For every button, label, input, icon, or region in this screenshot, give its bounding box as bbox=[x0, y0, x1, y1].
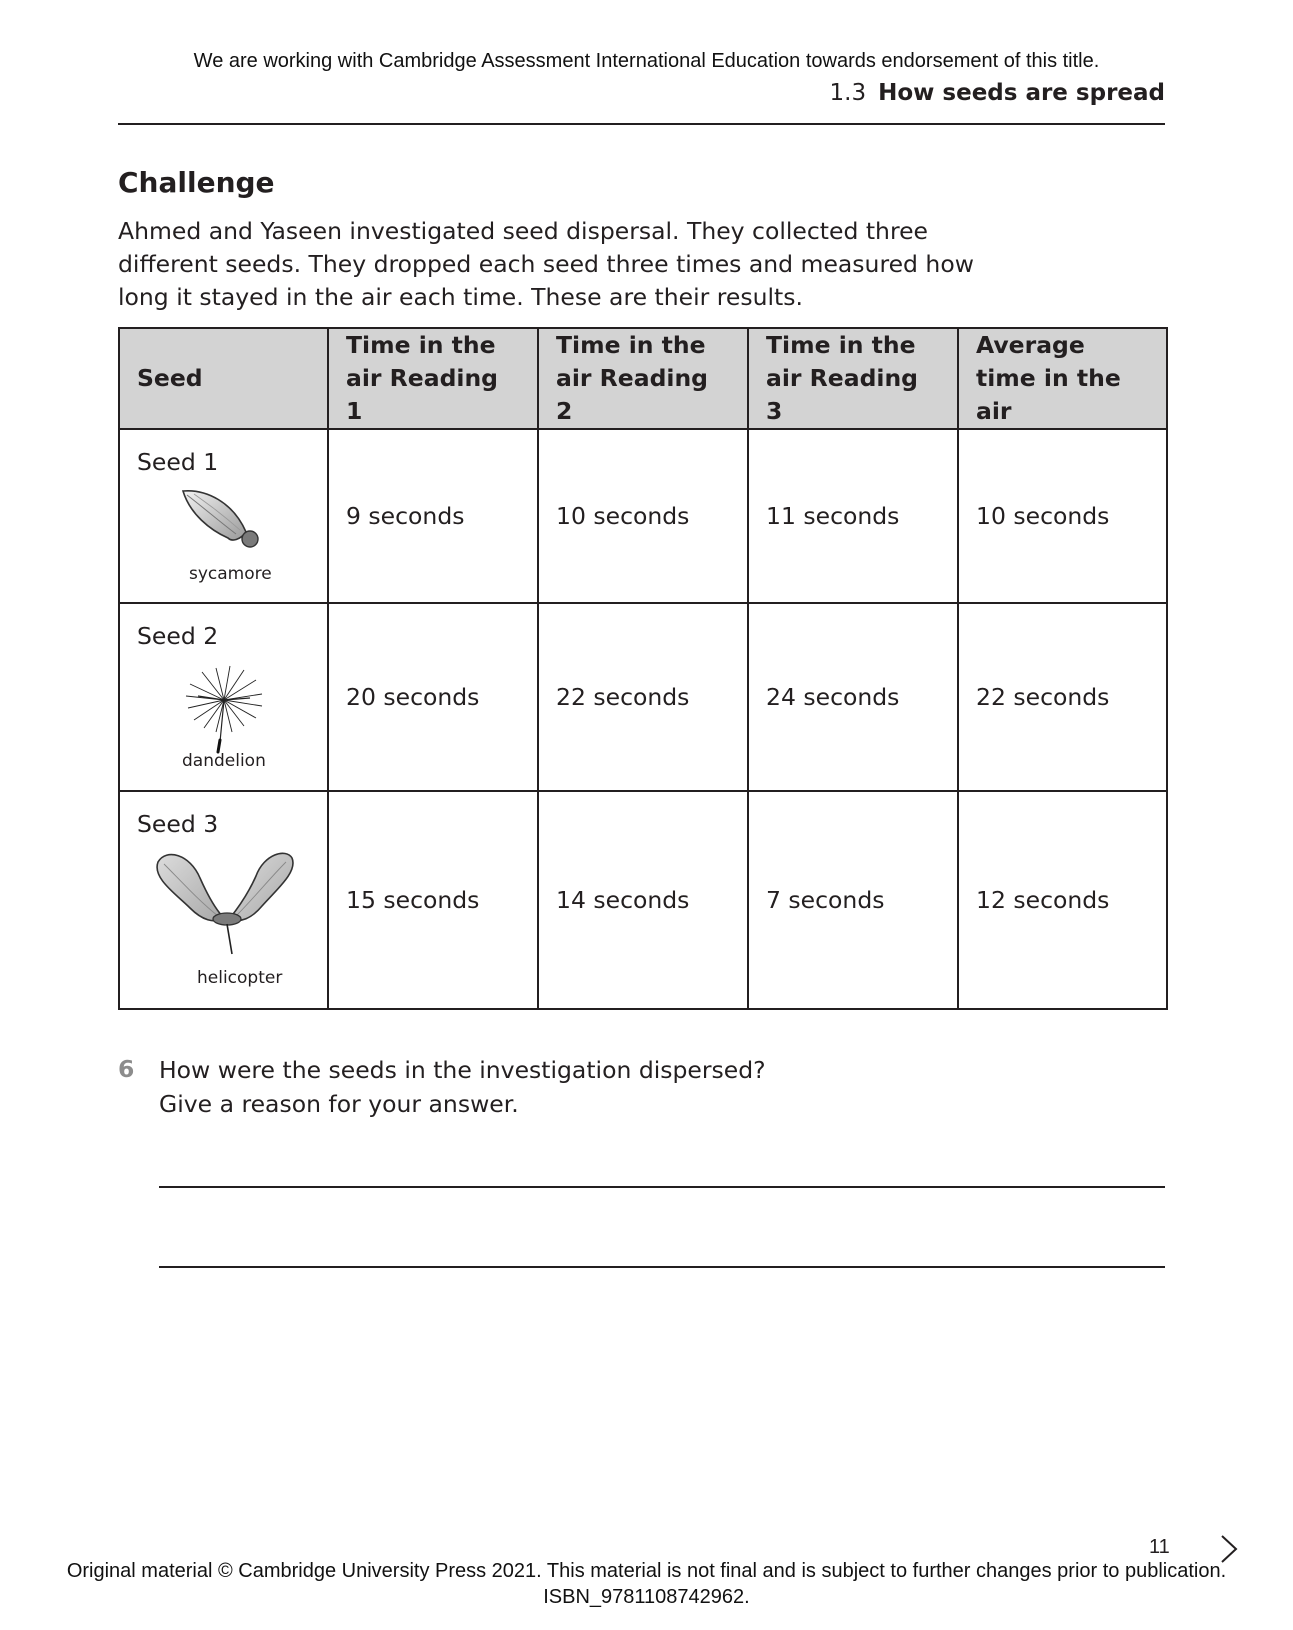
reading-3-cell: 11 seconds bbox=[748, 429, 958, 603]
seed-caption: dandelion bbox=[182, 751, 266, 771]
header-reading-2: Time in the air Reading 2 bbox=[538, 328, 748, 429]
question-text bbox=[159, 1053, 766, 1121]
footer bbox=[0, 1558, 1293, 1610]
table-header-row bbox=[119, 328, 1167, 429]
average-cell: 10 seconds bbox=[958, 429, 1167, 603]
answer-line-1[interactable] bbox=[159, 1186, 1165, 1188]
reading-2-cell: 10 seconds bbox=[538, 429, 748, 603]
header-rule bbox=[118, 123, 1165, 125]
reading-3-cell: 24 seconds bbox=[748, 603, 958, 791]
seed-caption: helicopter bbox=[197, 968, 283, 988]
header-reading-3: Time in the air Reading 3 bbox=[748, 328, 958, 429]
seed-name: Seed 2 bbox=[137, 622, 219, 650]
seed-cell bbox=[119, 603, 328, 791]
endorsement-notice: We are working with Cambridge Assessment International Education towards endorsement of this title. bbox=[193, 50, 1100, 72]
isbn: ISBN_9781108742962. bbox=[543, 1586, 750, 1608]
section-title: How seeds are spread bbox=[878, 80, 1165, 106]
seed-cell bbox=[119, 791, 328, 1009]
results-table bbox=[118, 327, 1168, 1010]
average-cell: 12 seconds bbox=[958, 791, 1167, 1009]
challenge-heading: Challenge bbox=[118, 166, 275, 199]
helicopter-seed-icon bbox=[150, 850, 300, 962]
seed-name: Seed 1 bbox=[137, 448, 219, 476]
section-header bbox=[830, 80, 1165, 106]
reading-2-cell: 14 seconds bbox=[538, 791, 748, 1009]
question-line-2: Give a reason for your answer. bbox=[159, 1090, 519, 1118]
header-average: Average time in the air bbox=[958, 328, 1167, 429]
table-row bbox=[119, 791, 1167, 1009]
dandelion-seed-icon bbox=[176, 662, 272, 758]
answer-line-2[interactable] bbox=[159, 1266, 1165, 1268]
copyright-notice: Original material © Cambridge University Press 2021. This material is not final and is subject to further changes prior to publication. bbox=[66, 1560, 1227, 1582]
header-reading-1: Time in the air Reading 1 bbox=[328, 328, 538, 429]
challenge-intro: Ahmed and Yaseen investigated seed dispersal. They collected three different seeds. They dropped each seed three times and measured how long it stayed in the air each time. These are their results. bbox=[118, 217, 974, 311]
question-line-1: How were the seeds in the investigation dispersed? bbox=[159, 1056, 766, 1084]
reading-1-cell: 20 seconds bbox=[328, 603, 538, 791]
table-row bbox=[119, 603, 1167, 791]
table-row bbox=[119, 429, 1167, 603]
average-cell: 22 seconds bbox=[958, 603, 1167, 791]
seed-caption: sycamore bbox=[189, 564, 272, 584]
question-number: 6 bbox=[118, 1055, 135, 1083]
header-seed: Seed bbox=[119, 328, 328, 429]
reading-1-cell: 15 seconds bbox=[328, 791, 538, 1009]
section-number: 1.3 bbox=[829, 80, 867, 106]
seed-cell bbox=[119, 429, 328, 603]
sycamore-seed-icon bbox=[178, 488, 268, 558]
reading-1-cell: 9 seconds bbox=[328, 429, 538, 603]
page-number: 11 bbox=[1149, 1536, 1170, 1558]
reading-3-cell: 7 seconds bbox=[748, 791, 958, 1009]
reading-2-cell: 22 seconds bbox=[538, 603, 748, 791]
seed-name: Seed 3 bbox=[137, 810, 219, 838]
